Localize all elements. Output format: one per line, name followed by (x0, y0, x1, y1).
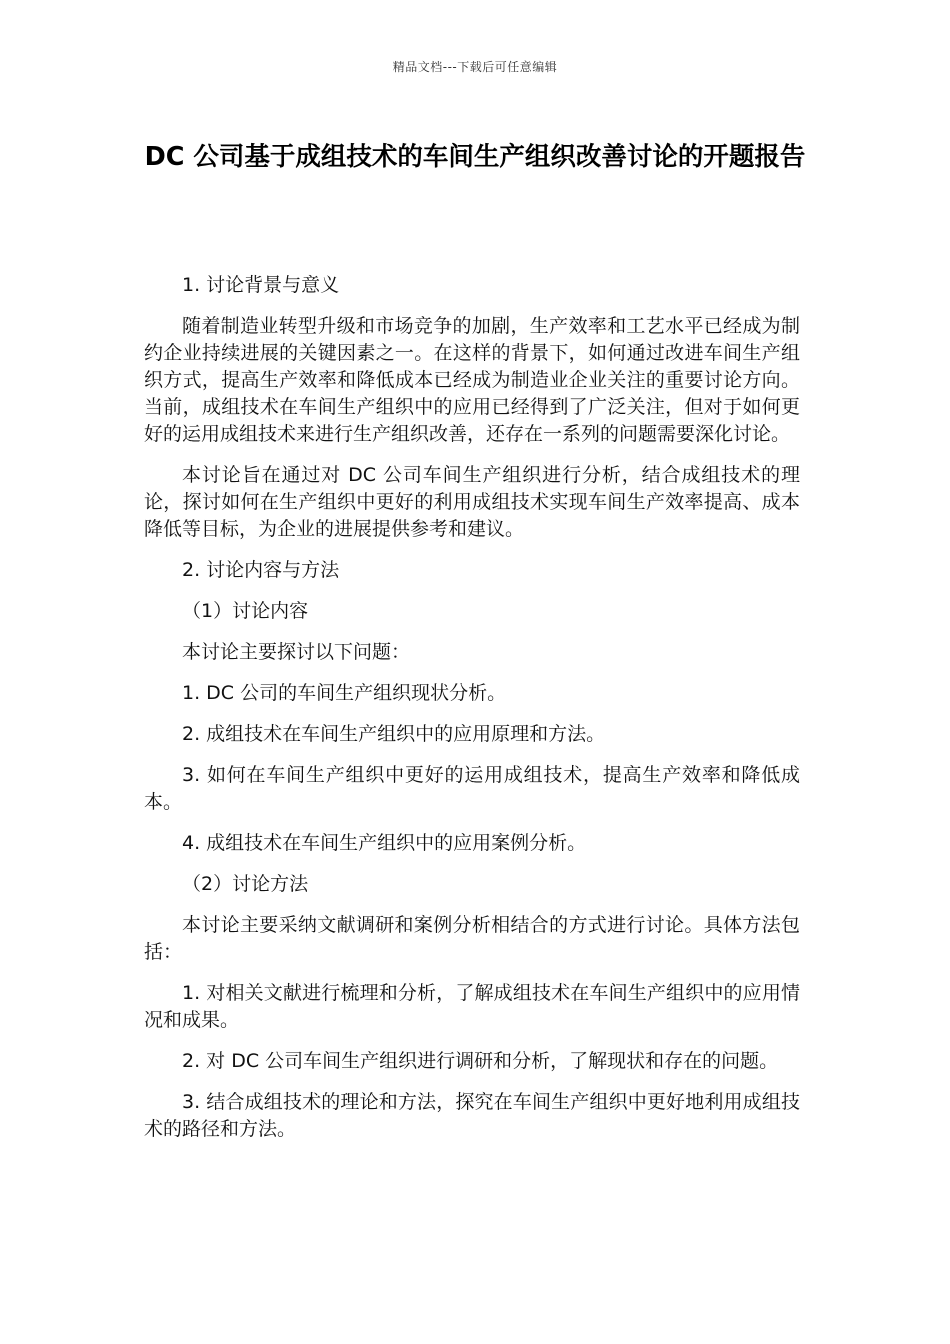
subheading-method: （2）讨论方法 (182, 873, 309, 895)
list-item: 1. 对相关文献进行梳理和分析，了解成组技术在车间生产组织中的应用情况和成果。 (144, 982, 800, 1031)
document-title: DC 公司基于成组技术的车间生产组织改善讨论的开题报告 (144, 142, 806, 172)
list-item: 3. 结合成组技术的理论和方法，探究在车间生产组织中更好地利用成组技术的路径和方法。 (144, 1091, 800, 1140)
list-item: 4. 成组技术在车间生产组织中的应用案例分析。 (182, 832, 587, 854)
paragraph-purpose: 本讨论旨在通过对 DC 公司车间生产组织进行分析，结合成组技术的理论，探讨如何在生产组织中更好的利用成组技术实现车间生产效率提高、成本降低等目标，为企业的进展提供参考和建议。 (144, 464, 800, 540)
paragraph-intro-questions: 本讨论主要探讨以下问题： (182, 641, 411, 663)
section-heading-background: 1. 讨论背景与意义 (182, 274, 340, 296)
paragraph-background: 随着制造业转型升级和市场竞争的加剧，生产效率和工艺水平已经成为制约企业持续进展的关键因素之一。在这样的背景下，如何通过改进车间生产组织方式，提高生产效率和降低成本已经成为制造业企业关注的重要讨论方向。当前，成组技术在车间生产组织中的应用已经得到了广泛关注，但对于如何更好的运用成组技术来进行生产组织改善，还存在一系列的问题需要深化讨论。 (144, 315, 800, 445)
header-note: 精品文档---下载后可任意编辑 (392, 60, 558, 74)
list-item: 3. 如何在车间生产组织中更好的运用成组技术，提高生产效率和降低成本。 (144, 764, 800, 813)
list-item: 1. DC 公司的车间生产组织现状分析。 (182, 682, 507, 704)
section-heading-content-method: 2. 讨论内容与方法 (182, 559, 340, 581)
subheading-content: （1）讨论内容 (182, 600, 309, 622)
list-item: 2. 对 DC 公司车间生产组织进行调研和分析，了解现状和存在的问题。 (182, 1050, 779, 1072)
document-body (144, 272, 800, 1157)
paragraph-method-intro: 本讨论主要采纳文献调研和案例分析相结合的方式进行讨论。具体方法包括： (144, 914, 800, 963)
list-item: 2. 成组技术在车间生产组织中的应用原理和方法。 (182, 723, 606, 745)
